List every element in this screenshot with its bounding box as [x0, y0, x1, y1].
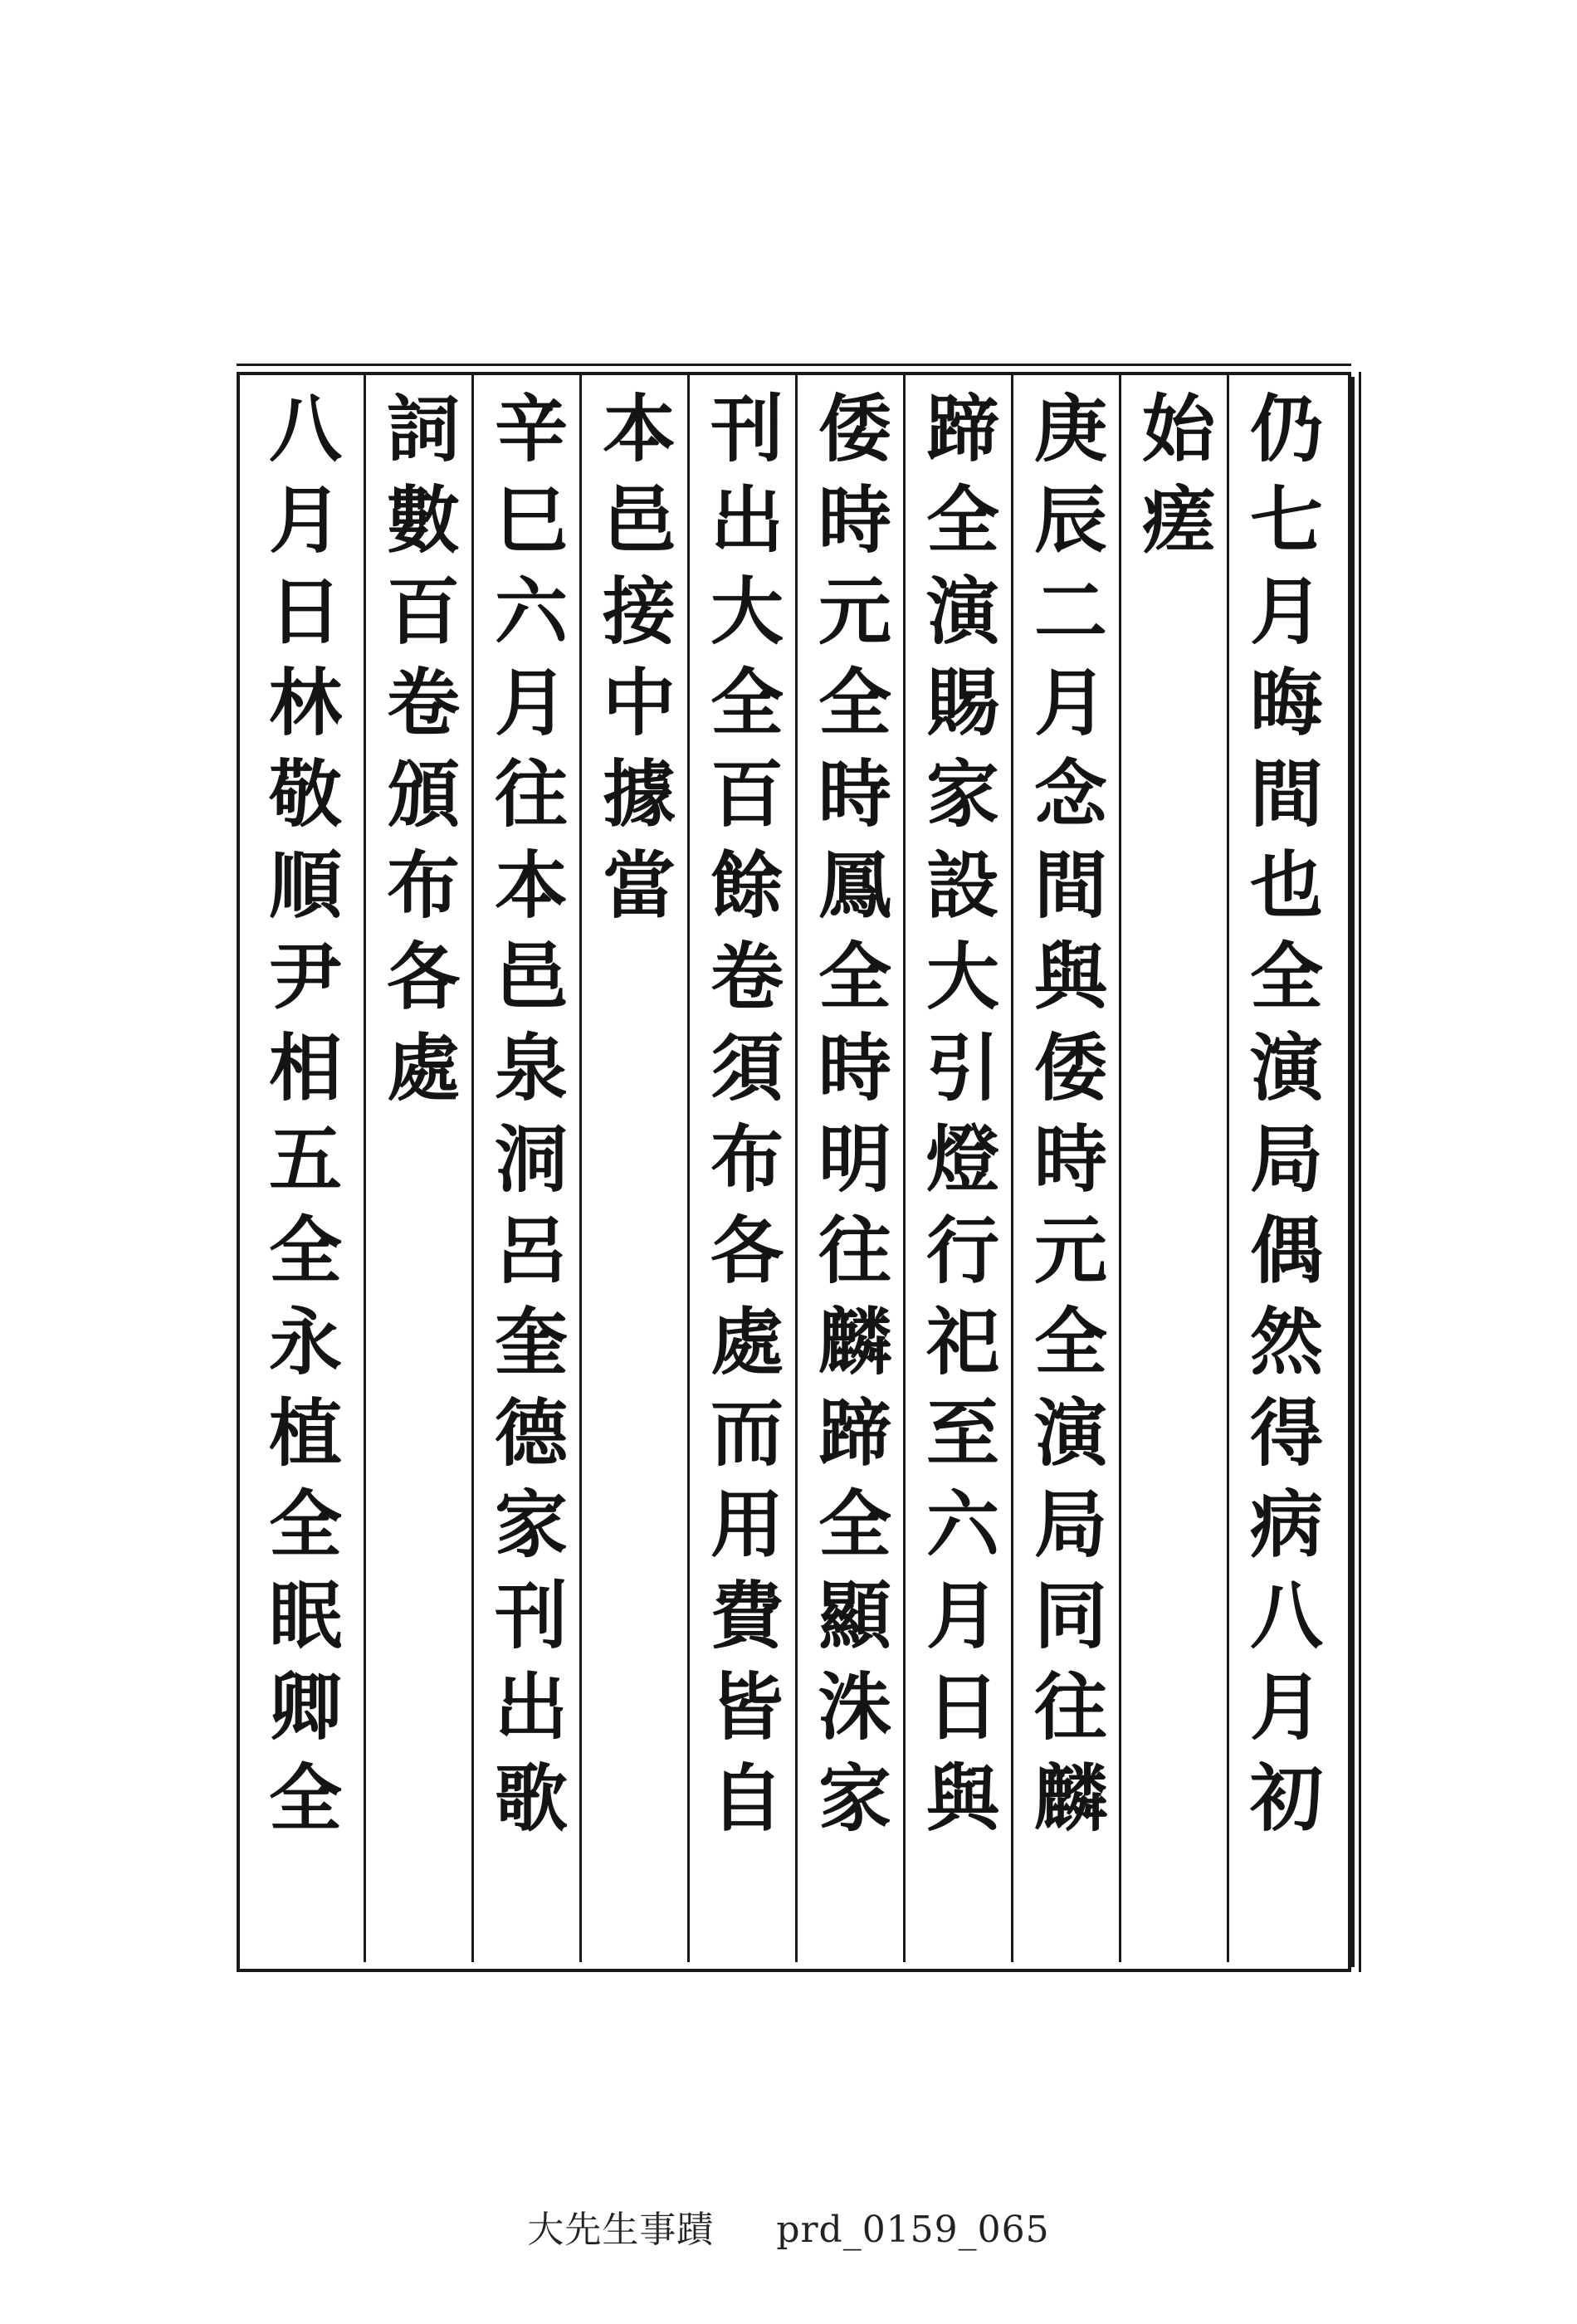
- footer-title: 大先生事蹟: [527, 2209, 715, 2251]
- column-rule: [903, 375, 906, 1962]
- column-rule: [579, 375, 582, 1962]
- text-column-2: 始瘥: [1130, 390, 1217, 573]
- column-rule: [471, 375, 474, 1962]
- page-footer: [0, 2200, 1577, 2253]
- text-column-8: 辛巳六月往本邑泉洞呂奎德家刊出歌: [483, 390, 569, 1851]
- column-rule: [364, 375, 366, 1962]
- text-column-6: 刊出大全百餘卷須布各處而用費皆自: [699, 390, 785, 1851]
- text-column-5: 倭時元全時鳳全時明往麟蹄全顯洙家: [807, 390, 893, 1851]
- text-column-7: 本邑接中據當: [591, 390, 677, 938]
- column-rule: [1227, 375, 1229, 1962]
- column-rule: [1011, 375, 1013, 1962]
- footer-code: prd_0159_065: [776, 2209, 1050, 2251]
- column-rule: [687, 375, 690, 1962]
- text-column-4: 蹄全演賜家設大引燈行祀至六月日與: [915, 390, 1001, 1851]
- column-rule: [795, 375, 798, 1962]
- text-column-9: 詞數百卷頒布各處: [375, 390, 461, 1120]
- text-column-10: 八月日林敬順尹相五全永植全眠卿全: [257, 390, 344, 1851]
- text-column-3: 庚辰二月念間與倭時元全演局同往麟: [1023, 390, 1109, 1851]
- column-rule: [1119, 375, 1121, 1962]
- text-column-1: 仍七月晦間也全演局偶然得病八月初: [1238, 390, 1325, 1851]
